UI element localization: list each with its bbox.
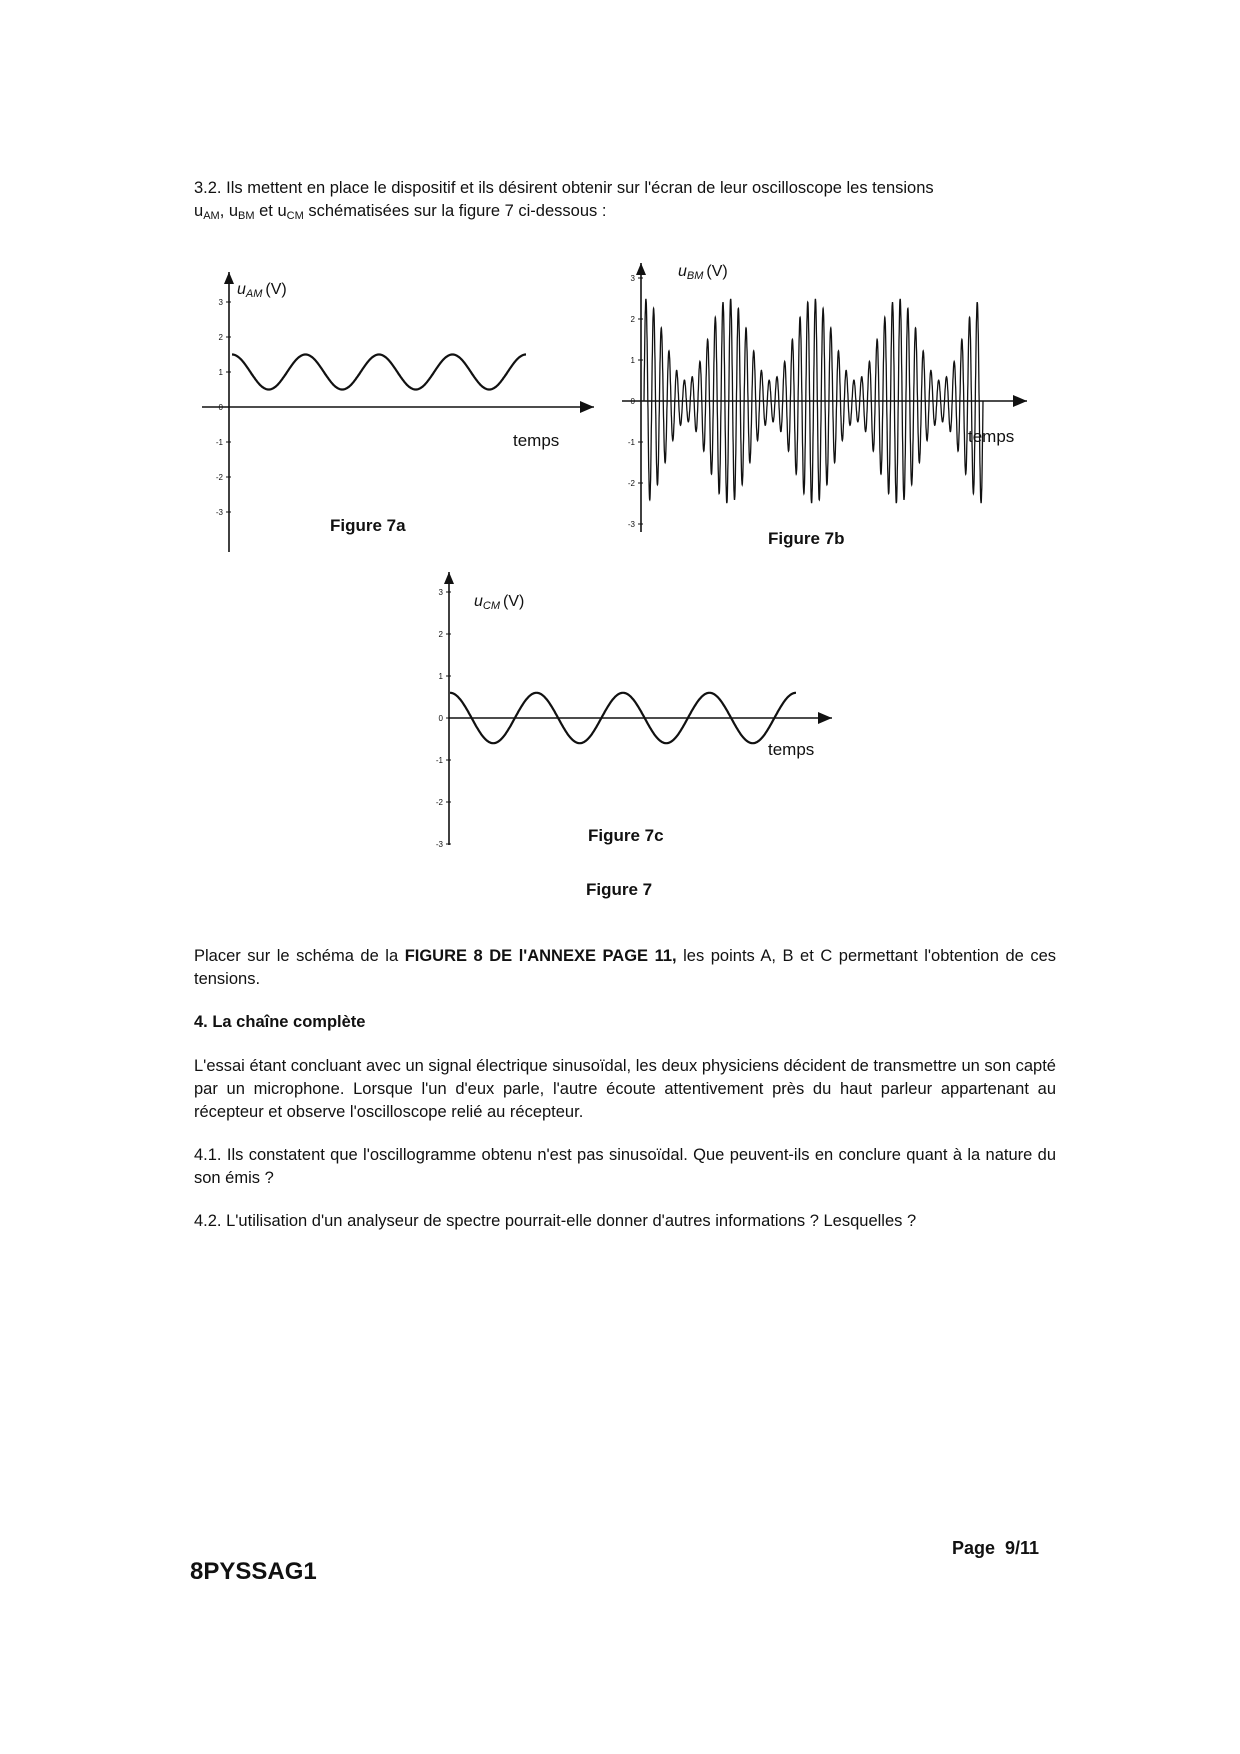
fig7a-y-arrow <box>224 272 234 284</box>
fig7c-tick-label: -3 <box>435 840 443 849</box>
fig7c-tick-label: -2 <box>435 798 443 807</box>
figure-7-caption: Figure 7 <box>586 880 653 899</box>
ucm-axis-label: uCM (V) <box>474 593 525 612</box>
fig7a-tick-label: 3 <box>218 298 223 307</box>
fig7a-x-arrow <box>580 401 594 413</box>
section-4-paragraph: L'essai étant concluant avec un signal électrique sinusoïdal, les deux physiciens décident de transmettre un son capté par un microphone. Lorsque l'un d'eux parle, l'autre écoute attentivement près du haut parleur appartenant au récepteur et observe l'oscilloscope relié au récepteur. <box>194 1057 1056 1121</box>
figure-7a <box>202 272 594 552</box>
question-4-1: 4.1. Ils constatent que l'oscillogramme obtenu n'est pas sinusoïdal. Que peuvent-ils en conclure quant à la nature du son émis ? <box>194 1146 1056 1187</box>
fig7a-tick-label: -1 <box>215 438 223 447</box>
fig7b-tick-label: 1 <box>630 356 635 365</box>
figure-7c <box>436 572 832 849</box>
fig7c-tick-label: 2 <box>438 630 443 639</box>
fig7b-tick-label: -2 <box>627 479 635 488</box>
fig7c-x-arrow <box>818 712 832 724</box>
fig7b-time-label: temps <box>968 427 1015 446</box>
fig7b-tick-label: -3 <box>627 520 635 529</box>
ubm-axis-label: uBM (V) <box>678 263 728 282</box>
fig7b-y-arrow <box>636 263 646 275</box>
placer-bold-ref: FIGURE 8 DE l'ANNEXE PAGE 11, <box>404 947 677 965</box>
figure-7b <box>622 263 1027 548</box>
voltage-ucm: $u_{CM}$ <box>277 202 304 222</box>
fig7b-x-arrow <box>1013 395 1027 407</box>
placer-text-after: les points A, B et C permettant l'obtention de ces tensions. <box>194 947 1056 988</box>
page-number: Page 9/11 <box>952 1538 1040 1558</box>
question-3-2-text: Ils mettent en place le dispositif et ils désirent obtenir sur l'écran de leur oscilloscope les tensions <box>226 179 934 197</box>
voltage-ubm: $u_{BM}$ <box>228 202 255 222</box>
question-number: 3.2. <box>194 179 222 197</box>
fig7b-tick-label: 3 <box>630 274 635 283</box>
fig7a-tick-label: 0 <box>218 403 223 412</box>
exam-code: 8PYSSAG1 <box>190 1558 317 1585</box>
section-4-heading: 4. La chaîne complète <box>194 1013 366 1031</box>
fig7b-tick-label: -1 <box>627 438 635 447</box>
fig7b-caption: Figure 7b <box>768 529 845 548</box>
uam-curve <box>232 355 526 390</box>
fig7c-y-arrow <box>444 572 454 584</box>
fig7b-tick-label: 0 <box>630 397 635 406</box>
voltage-uam: $u_{AM}$ <box>194 202 220 222</box>
fig7c-tick-label: 0 <box>438 714 443 723</box>
fig7c-tick-label: 3 <box>438 588 443 597</box>
placer-text-before: Placer sur le schéma de la <box>194 947 405 965</box>
fig7c-tick-label: 1 <box>438 672 443 681</box>
fig7c-time-label: temps <box>768 740 815 759</box>
question-3-2-line2: $u_{AM}$, $u_{BM}$ et $u_{CM}$ schématisées sur la figure 7 ci-dessous : <box>194 202 607 222</box>
fig7a-time-label: temps <box>513 431 560 450</box>
fig7a-caption: Figure 7a <box>330 516 406 535</box>
placer-instruction <box>194 945 1056 991</box>
uam-axis-label: uAM (V) <box>237 281 287 300</box>
fig7a-tick-label: 2 <box>218 333 223 342</box>
fig7c-tick-label: -1 <box>435 756 443 765</box>
fig7a-tick-label: -2 <box>215 473 223 482</box>
fig7b-tick-label: 2 <box>630 315 635 324</box>
question-4-2: 4.2. L'utilisation d'un analyseur de spectre pourrait-elle donner d'autres informations ? Lesquelles ? <box>194 1212 917 1230</box>
fig7a-tick-label: 1 <box>218 368 223 377</box>
fig7a-tick-label: -3 <box>215 508 223 517</box>
fig7c-caption: Figure 7c <box>588 826 664 845</box>
